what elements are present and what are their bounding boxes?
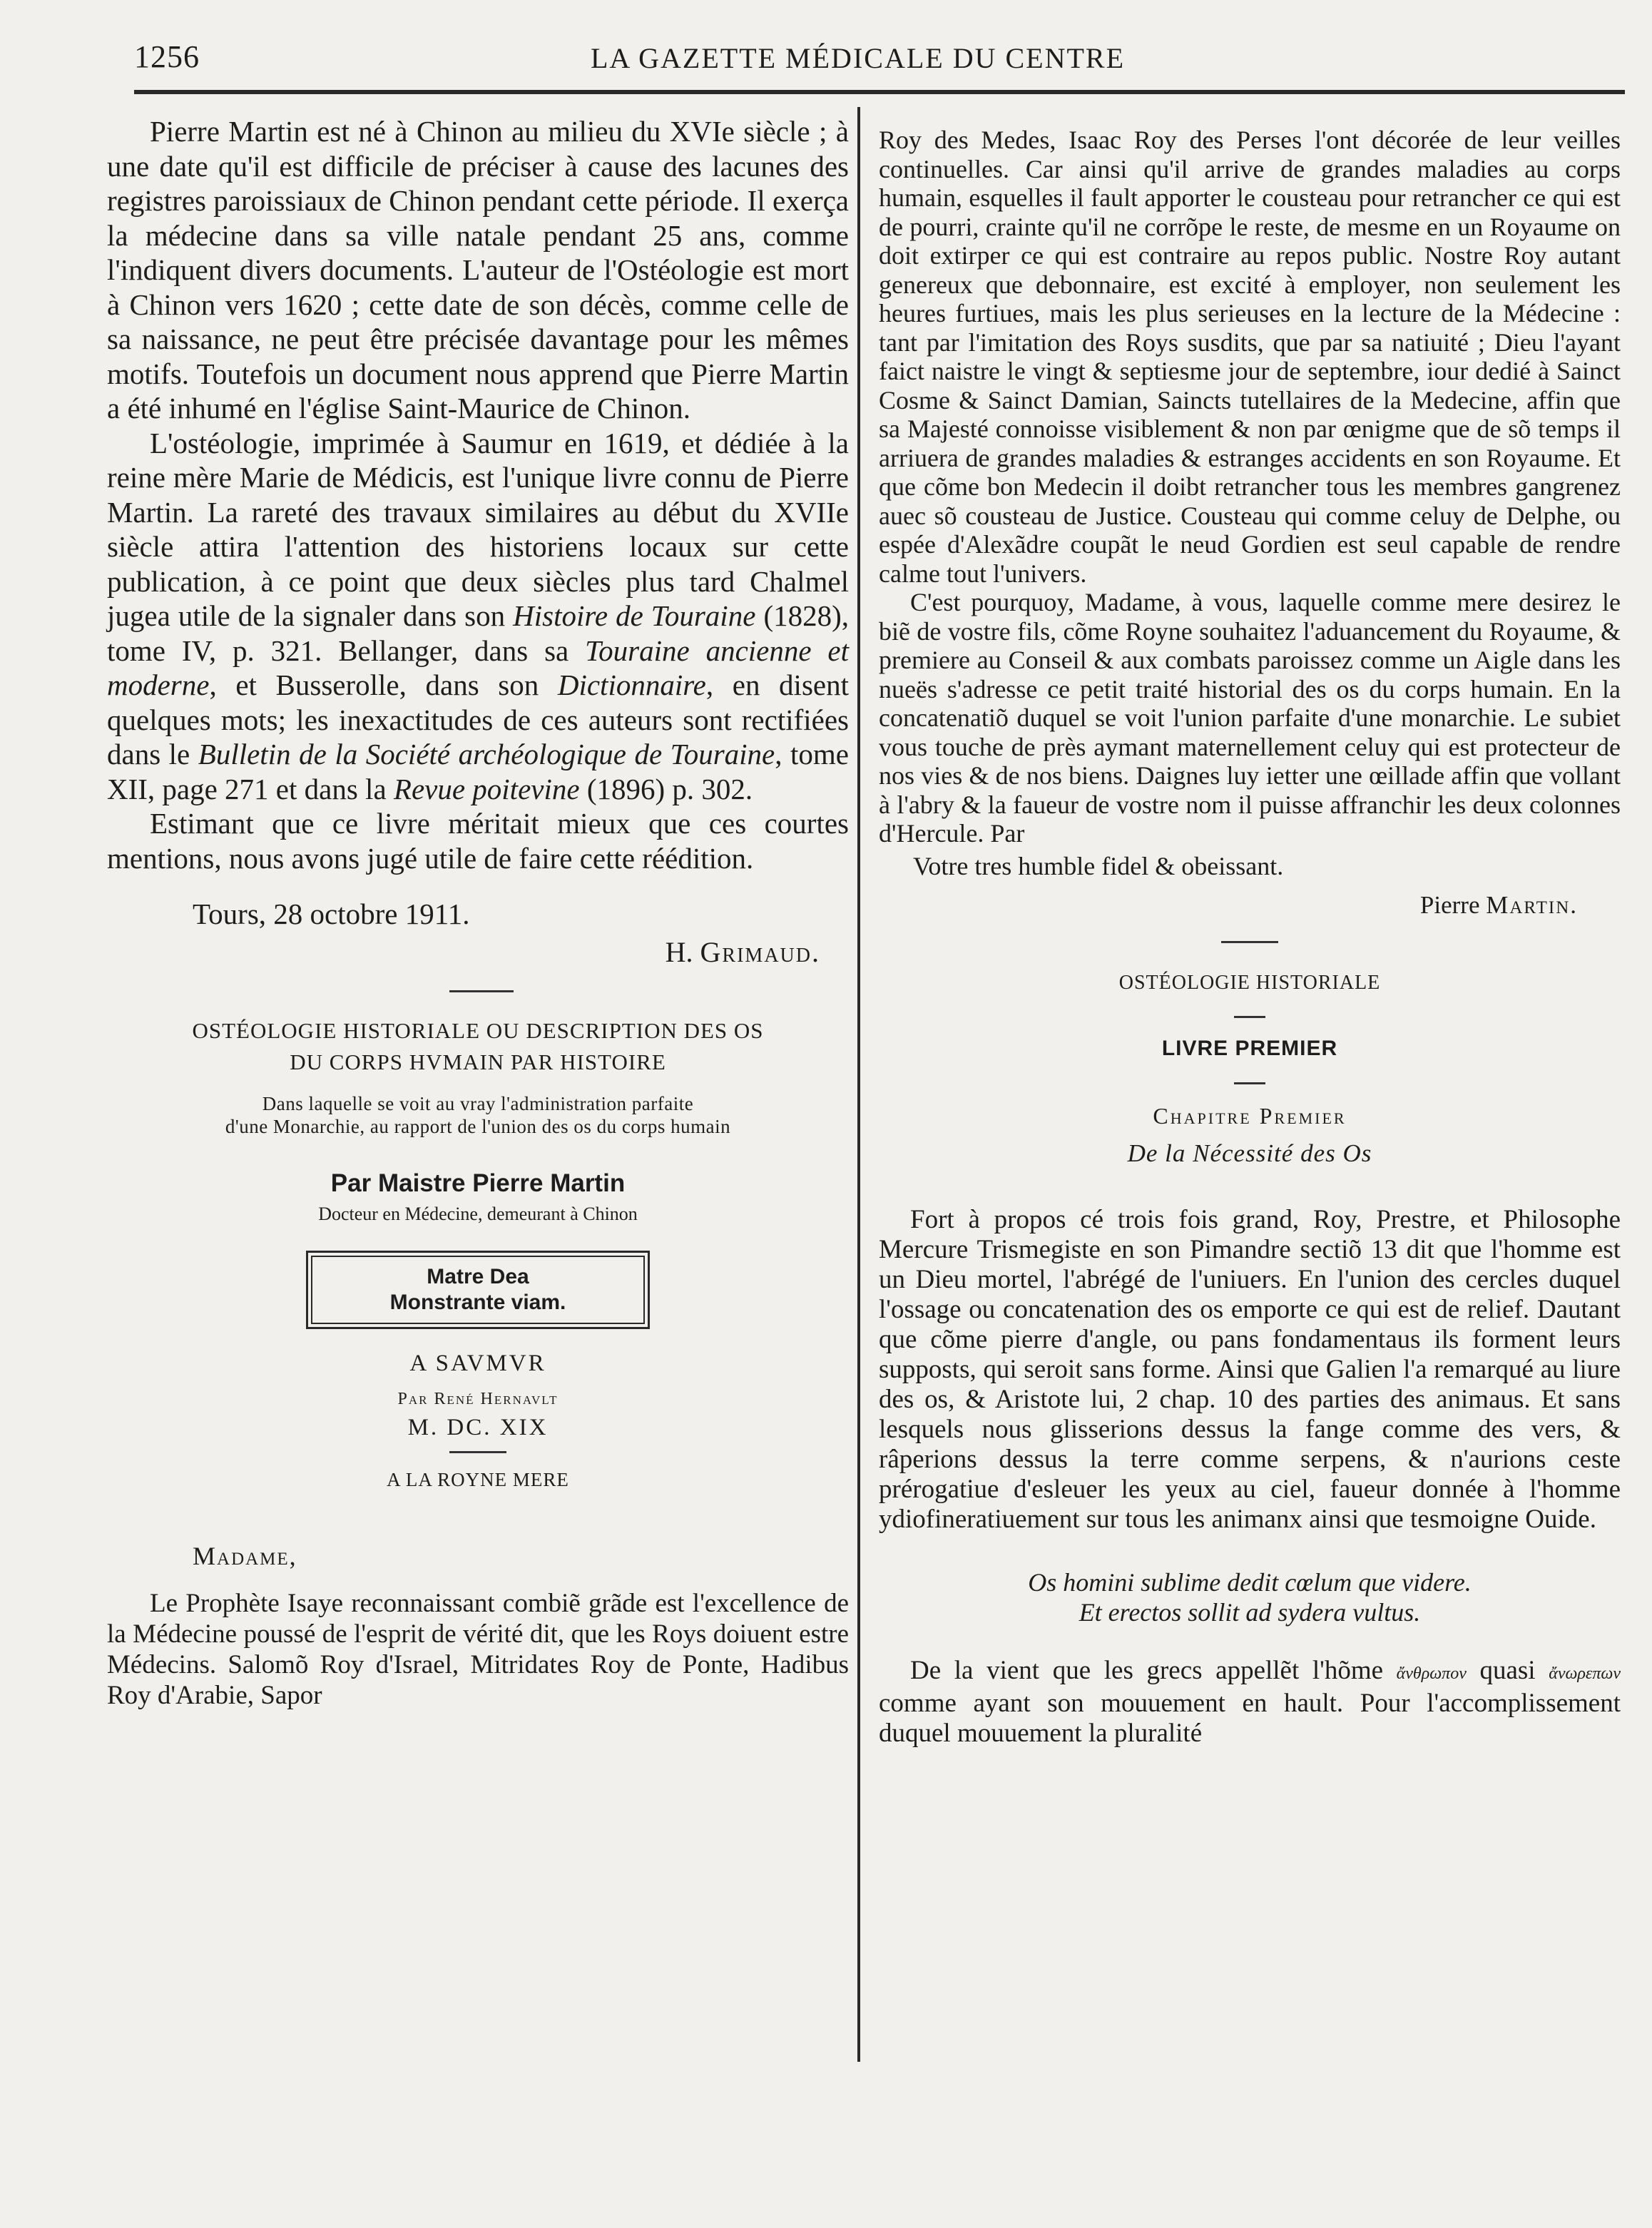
imprint-place: A SAVMVR (409, 1350, 546, 1376)
letter-closing: Votre tres humble fidel & obeissant. (913, 851, 1284, 880)
section-divider (449, 990, 514, 992)
author-signature: H. Grimaud. (665, 936, 820, 968)
chapter-title: De la Nécessité des Os (1127, 1139, 1372, 1167)
dateline: Tours, 28 octobre 1911. (193, 897, 470, 930)
intro-paragraph-2: L'ostéologie, imprimée à Saumur en 1619, et dédiée à la reine mère Marie de Médicis, est l'unique livre connu de Pierre Martin. La rareté des travaux similaires au début du XVIIe siècle attira l'attention des historiens locaux sur cette publication, à ce point que deux siècles plus tard Chalmel jugea utile de la signaler dans son Histoire de Touraine (1828), tome IV, p. 321. Bellanger, dans sa Touraine ancienne et moderne, et Busserolle, dans son Dictionnaire, en disent quelques mots; les inexactitudes de ces auteurs sont rectifiées dans le Bulletin de la Société archéologique de Touraine, tome XII, page 271 et dans la Revue poitevine (1896) p. 302. (107, 426, 850, 805)
imprint-year: M. DC. XIX (407, 1415, 549, 1440)
chapter-heading: Chapitre Premier (1153, 1102, 1347, 1129)
right-column (879, 126, 1621, 1749)
letter-paragraph-2: C'est pourquoy, Madame, à vous, laquelle comme mere desirez le biẽ de vostre fils, cõme Royne souhaitez l'aduancement du Royaume, & premiere au Conseil & aux combats paroissez comme un Aigle dans les nueës s'adresse ce petit traité historial des os du corps humain. En la concatenatiõ duquel se voit l'union parfaite d'une monarchie. Le subiet vous touche de près aymant maternellement celuy qui est protecteur de nos vies & de nos biens. Daignes luy ietter une œillade affin que vollant à l'abry & la faueur de vostre nom il puisse affranchir les deux colonnes d'Hercule. Par (879, 588, 1621, 848)
running-title: LA GAZETTE MÉDICALE DU CENTRE (591, 42, 1126, 74)
section-title: OSTÉOLOGIE HISTORIALE (1118, 971, 1381, 994)
printer-name: Par René Hernavlt (397, 1390, 559, 1408)
intro-paragraph-1: Pierre Martin est né à Chinon au milieu du XVIe siècle ; à une date qu'il est difficile de préciser à cause des lacunes des registres paroissiaux de Chinon pendant cette période. Il exerça la médecine dans sa ville natale pendant 25 ans, comme l'indiquent divers documents. L'auteur de l'Ostéologie est mort à Chinon vers 1620 ; cette date de son décès, comme celle de sa naissance, ne peut être précisée davantage pour les mêmes motifs. Toutefois un document nous apprend que Pierre Martin a été inhumé en l'église Saint-Maurice de Chinon. (107, 115, 849, 424)
motto-frame (306, 1251, 650, 1329)
chapter-paragraph-2: De la vient que les grecs appellẽt l'hõme ἄνθρωπον quasi ἄνωρεπων comme ayant son mouuement en hault. Pour l'accomplissement duquel mouuement la pluralité (879, 1655, 1621, 1748)
letter-signature: Pierre Martin. (1419, 890, 1578, 919)
book-title: OSTÉOLOGIE HISTORIALE OU DESCRIPTION DES OS DU CORPS HVMAIN PAR HISTOIRE (192, 1018, 764, 1074)
dedication-heading: A LA ROYNE MERE (387, 1469, 569, 1490)
author-credentials: Docteur en Médecine, demeurant à Chinon (318, 1204, 638, 1224)
latin-verse: Os homini sublime dedit cœlum que videre. Et erectos sollit ad sydera vultus. (1028, 1567, 1472, 1627)
letter-paragraph-1-continued: Roy des Medes, Isaac Roy des Perses l'ont décorée de leur veilles continuelles. Car ainsi qu'il arrive de grandes maladies au corps humain, esquelles il fault apporter le cousteau pour retrancher ce qui est de pourri, crainte qu'il ne corrõpe le reste, de mesme en un Royaume on doit extirper ce qui est contraire au repos public. Nostre Roy autant genereux que debonnaire, est excité à employer, non seulement les heures furtiues, mais les plus serieuses en la lecture de la Médecine : tant par l'imitation des Roys susdits, que par sa natiuité ; Dieu l'ayant faict naistre le vingt & septiesme jour de septembre, iour dedié à Sainct Cosme & Sainct Damian, Saincts tutellaires de la Medecine, affin que sa Majesté connoisse visiblement & non par œnigme que de sõ temps il arriuera de grandes maladies & estranges accidents en son Royaume. Et que cõme bon Medecin il doibt retrancher tous les membres gangrenez auec sõ cousteau de Justice. Cousteau qui comme celuy de Delphe, ou espée d'Alexãdre coupãt le neud Gordien est seul capable de rendre calme tout l'univers. (879, 126, 1621, 588)
page-number: 1256 (134, 39, 200, 74)
page-header (134, 34, 1625, 77)
letter-paragraph-1: Le Prophète Isaye reconnaissant combiẽ grãde est l'excellence de la Médecine poussé de l'esprit de vérité dit, que les Roys doiuent estre Médecins. Salomõ Roy d'Israel, Mitridates Roy de Ponte, Hadibus Roy d'Arabie, Sapor (107, 1589, 849, 1710)
chapter-paragraph-1: Fort à propos cé trois fois grand, Roy, Prestre, et Philosophe Mercure Trismegiste en son Pimandre sectiõ 13 dit que l'homme est un Dieu mortel, l'abrégé de l'uniuers. En l'union des cercles duquel l'ossage ou concatenation des os emporte ce qui est de relief. Dautant que cõme pierre d'angle, ou pans fondamentaus ils forment leurs supposts, qui seroit sans forme. Ainsi que Galien l'a remarqué au liure des os, & Aristote lui, 2 chap. 10 des parties des animaus. Et sans lesquels nous glisserions dessus la fange comme des vers, & râperions dessus la terre comme serpens, & n'aurions ceste prérogatiue d'esleuer les yeux au ciel, faueur donnée à l'homme ydiofineratiuement sur tous les animanx ainsi que tesmoigne Ouide. (879, 1204, 1621, 1534)
column-divider (857, 107, 860, 2062)
motto-text: Matre Dea Monstrante viam. (311, 1256, 645, 1324)
book-subtitle: Dans laquelle se voit au vray l'administration parfaite d'une Monarchie, au rapport de l'union des os du corps humain (225, 1093, 731, 1137)
book-author: Par Maistre Pierre Martin (330, 1169, 626, 1197)
left-column (107, 114, 849, 1711)
book-heading: LIVRE PREMIER (1161, 1036, 1338, 1060)
section-divider (1234, 1016, 1265, 1018)
section-divider (449, 1451, 506, 1453)
salutation: Madame, (193, 1542, 297, 1570)
section-divider (1234, 1082, 1265, 1084)
intro-paragraph-3: Estimant que ce livre méritait mieux que ces courtes mentions, nous avons jugé utile de faire cette réédition. (107, 807, 849, 875)
header-rule (134, 90, 1625, 94)
section-divider (1221, 941, 1278, 943)
